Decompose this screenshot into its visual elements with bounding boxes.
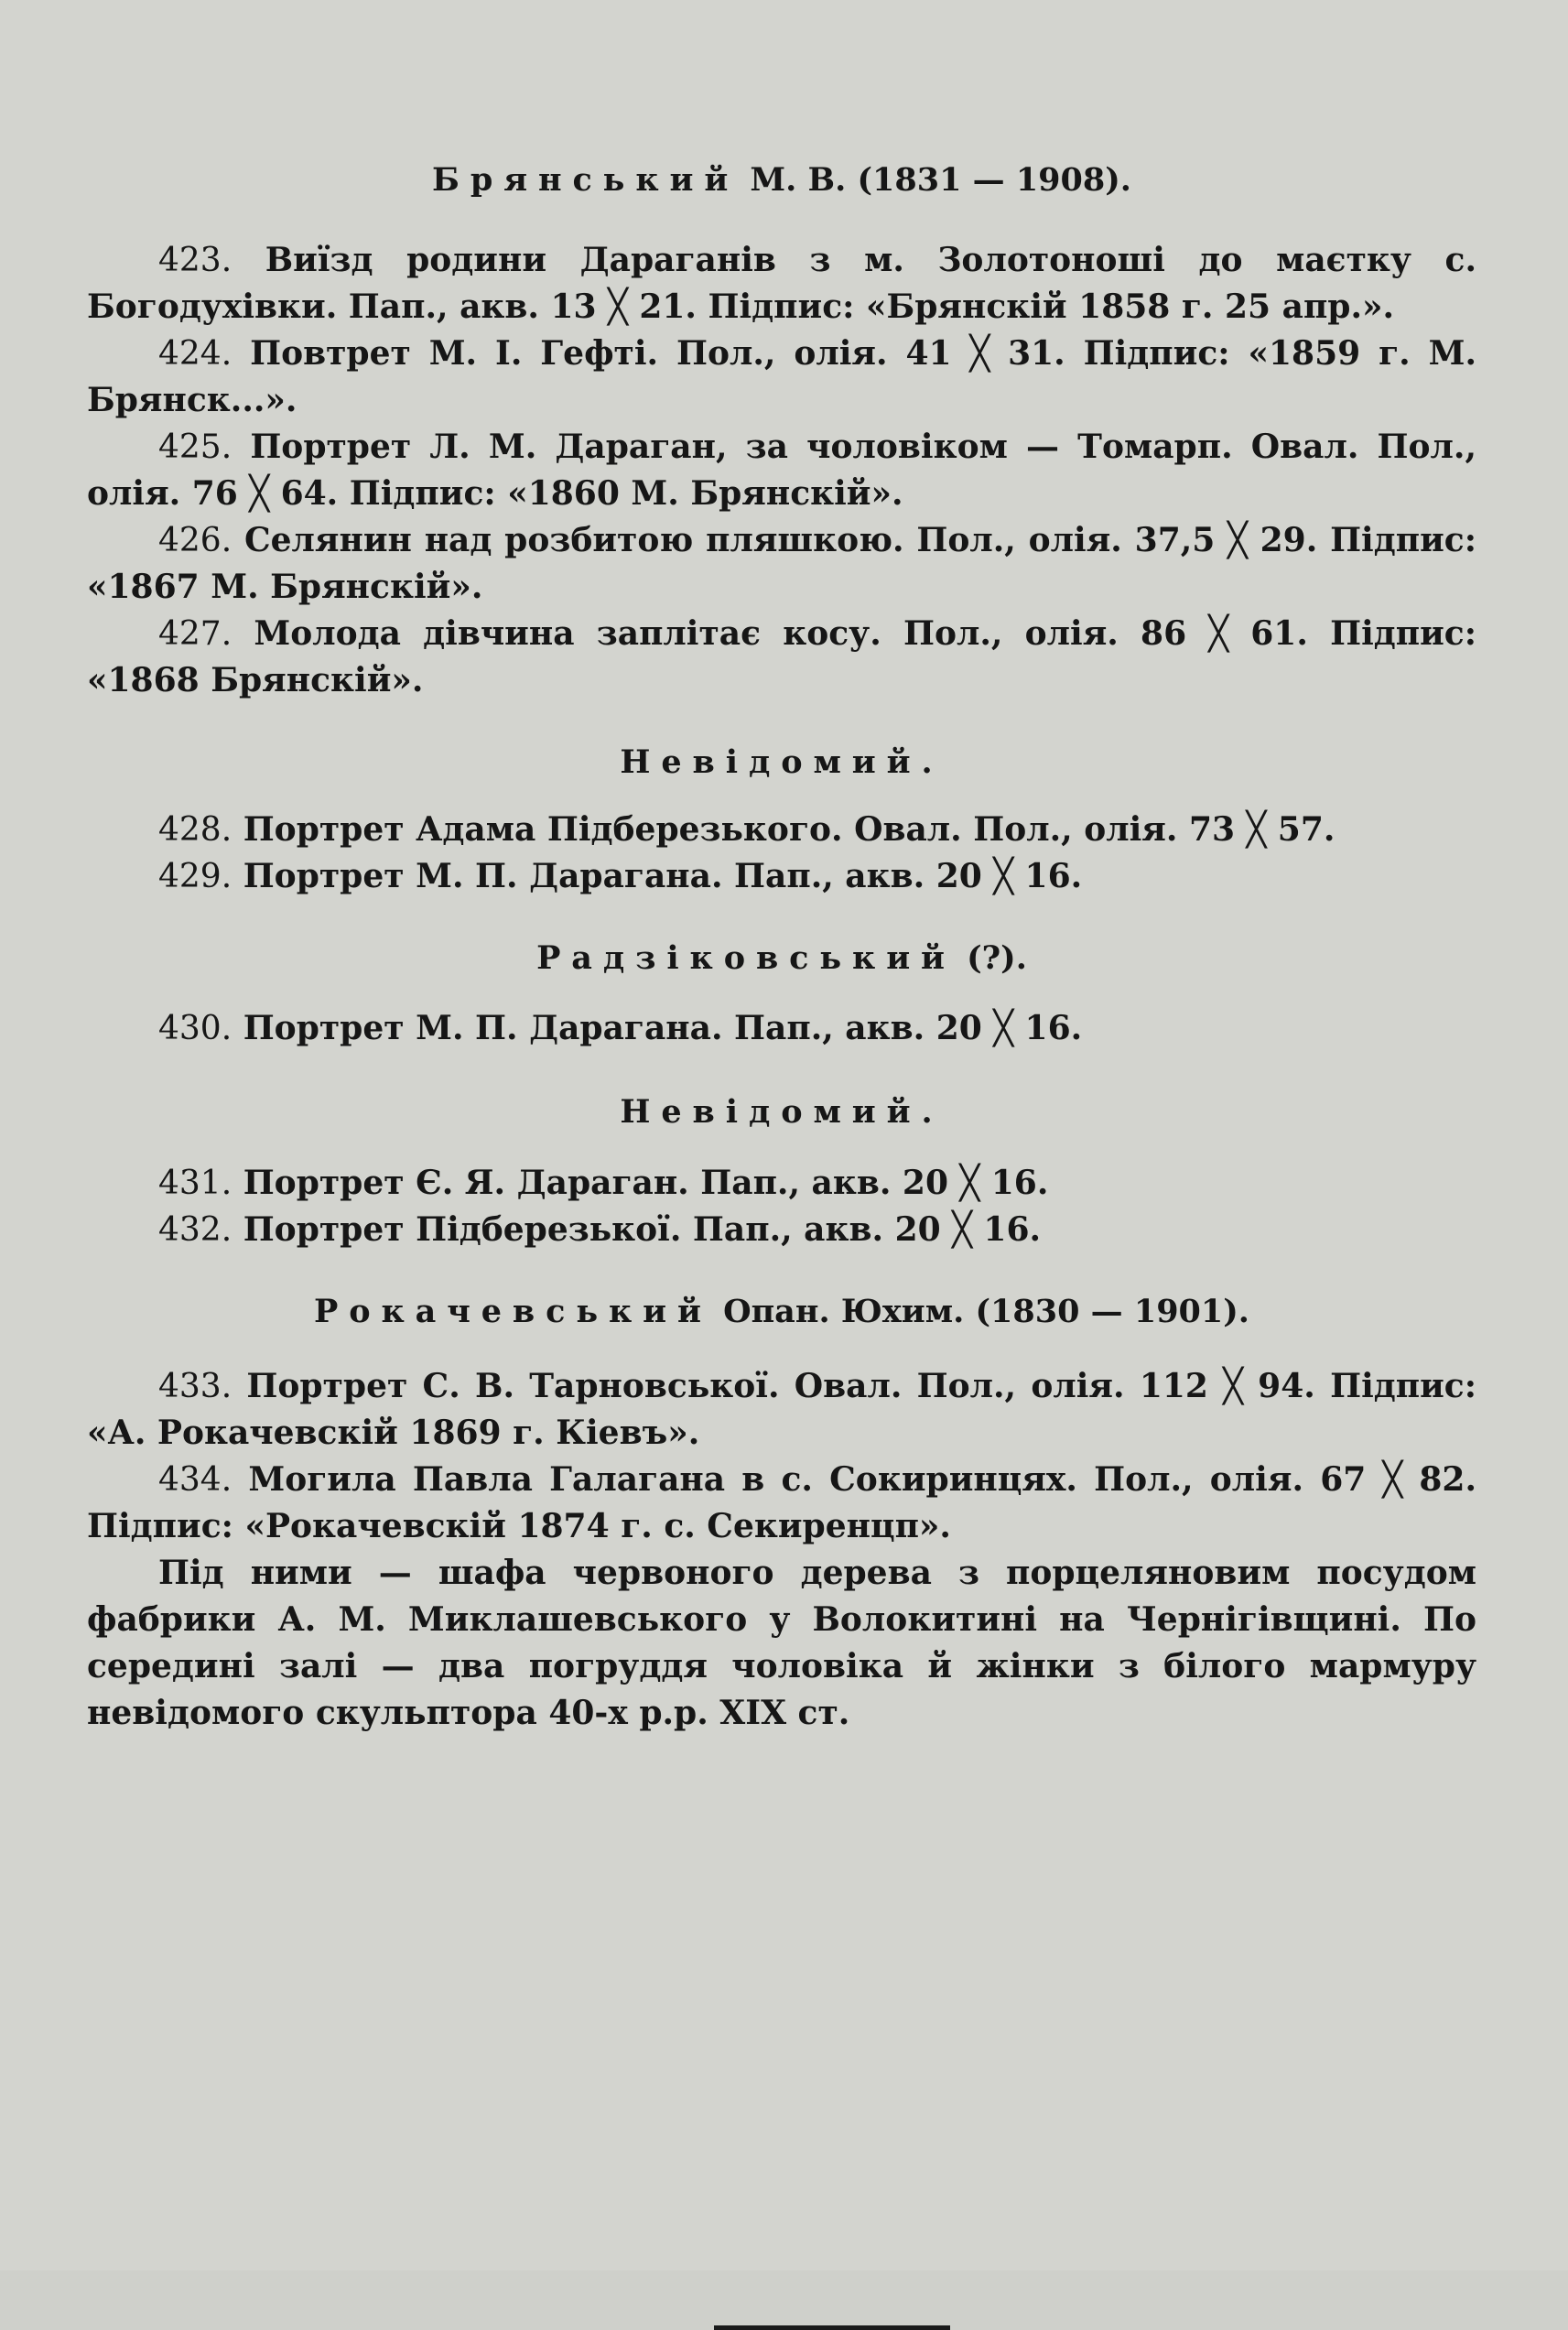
entries-list xyxy=(87,237,1476,704)
catalog-entry-427: 427. Молода дівчина заплітає косу. Пол., олія. 86 ╳ 61. Підпис: «1868 Брянскій». xyxy=(87,613,1476,699)
entries-list xyxy=(87,807,1476,900)
section-heading-bryanskyi: Брянський М. В. (1831 — 1908). xyxy=(432,161,1131,199)
section-heading-unknown-1: Невідомий. xyxy=(620,742,944,781)
entries-list xyxy=(87,1005,1476,1052)
closing-paragraph: Під ними — шафа червоного дерева з порцеляновим посудом фабрики А. М. Миклашевського у Волокитині на Чернігівщині. По середині залі — два погруддя чоловіка й жінки з білого мармуру невідомого скульптора 40-х р.р. XIX ст. xyxy=(87,1553,1476,1732)
catalog-entry-429: 429. Портрет М. П. Дарагана. Пап., акв. 20 ╳ 16. xyxy=(158,856,1083,895)
catalog-entry-425: 425. Портрет Л. М. Дараган, за чоловіком — Томарп. Овал. Пол., олія. 76 ╳ 64. Підпис: «1860 М. Брянскій». xyxy=(87,427,1476,513)
catalog-entry-433: 433. Портрет С. В. Тарновської. Овал. Пол., олія. 112 ╳ 94. Підпис: «А. Рокачевскій 1869 г. Кіевъ». xyxy=(87,1366,1476,1452)
catalog-entry-423: 423. Виїзд родини Дараганів з м. Золотоноші до маєтку с. Богодухівки. Пап., акв. 13 ╳ 21. Підпис: «Брянскій 1858 г. 25 апр.». xyxy=(87,240,1476,326)
catalog-entry-434: 434. Могила Павла Галагана в с. Сокиринцях. Пол., олія. 67 ╳ 82. Підпис: «Рокачевскій 1874 г. с. Секиренцп». xyxy=(87,1459,1476,1545)
catalog-entry-424: 424. Повтрет М. І. Гефті. Пол., олія. 41 ╳ 31. Підпис: «1859 г. М. Брянск...». xyxy=(87,333,1476,419)
catalog-entry-426: 426. Селянин над розбитою пляшкою. Пол., олія. 37,5 ╳ 29. Підпис: «1867 М. Брянскій». xyxy=(87,520,1476,606)
catalog-entry-431: 431. Портрет Є. Я. Дараган. Пап., акв. 20 ╳ 16. xyxy=(158,1164,1049,1202)
catalog-entry-430: 430. Портрет М. П. Дарагана. Пап., акв. 20 ╳ 16. xyxy=(158,1009,1083,1048)
entries-list xyxy=(87,1363,1476,1550)
entries-list xyxy=(87,1160,1476,1253)
catalog-entry-432: 432. Портрет Підберезької. Пап., акв. 20 ╳ 16. xyxy=(158,1210,1042,1249)
end-rule xyxy=(714,2325,950,2330)
section-heading-unknown-2: Невідомий. xyxy=(620,1093,944,1132)
section-heading-radzikovskyi: Радзіковський (?). xyxy=(536,938,1027,977)
section-heading-rokachevskyi: Рокачевський Опан. Юхим. (1830 — 1901). xyxy=(314,1293,1249,1330)
catalog-entry-428: 428. Портрет Адама Підберезького. Овал. Пол., олія. 73 ╳ 57. xyxy=(158,809,1336,849)
